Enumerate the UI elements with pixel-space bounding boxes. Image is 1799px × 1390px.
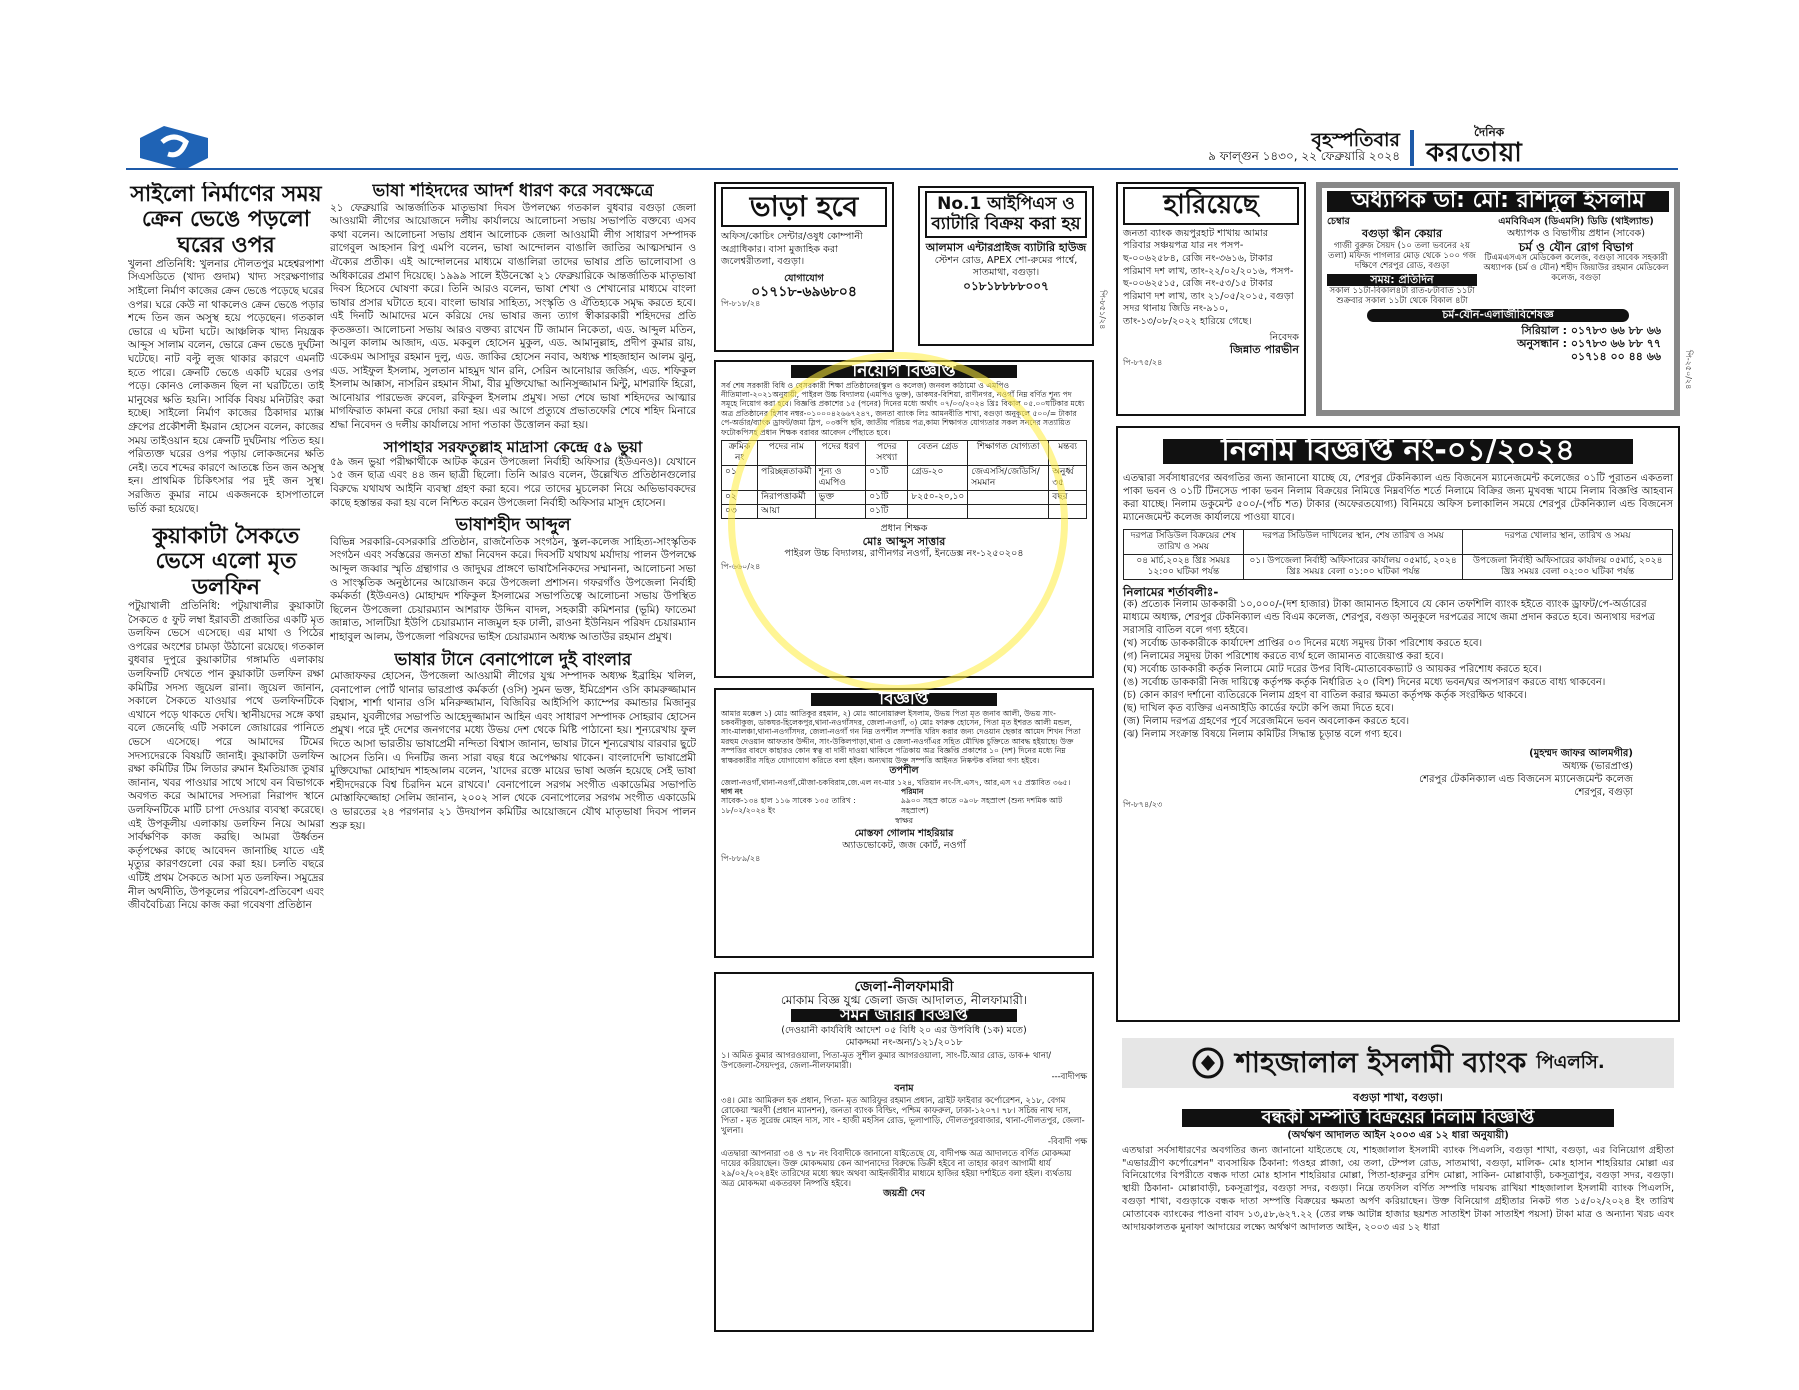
ad-summons (714, 972, 1094, 1332)
ad-ref: পি-২৫০/২৪ (1684, 350, 1693, 390)
time-label: সময়: প্রতিদিন (1327, 274, 1477, 287)
col-header: মন্তব্য (1049, 441, 1087, 466)
story-body: খুলনা প্রতিনিধি: খুলনার দৌলতপুর মহেশ্বরপাশা সিএসডিতে (খাদ্য গুদাম) খাদ্য সংরক্ষণাগার সাইলো নির্মাণ কাজের ক্রেন ভেঙে পড়েছে ঘরের ওপর। ঘরে কেউ না থাকলেও ক্রেন ভেঙে পড়ার শব্দে তিন জন অসুস্থ হয়ে পড়েছেন। গতকাল ভোরে এ ঘটনা ঘটে। আঞ্চলিক খাদ্য নিয়ন্ত্রক আব্দুস সালাম বলেন, ভোরে ক্রেন ভেঙে দুর্ঘটনা ঘটেছে। নাট বল্টু লুজ থাকার কারণে এমনটি হতে পারে। ক্রেনটি ভেঙে একটি ঘরের ওপর পড়ে। কোনও লোকজন ছিল না ঘরটিতে। তাই মানুষের ক্ষতি হয়নি। সার্বিক বিষয় মনিটরিং করা হচ্ছে। সাইলো নির্মাণ কাজের ঠিকাদার ম্যাক্স গ্রুপের প্রকৌশলী ইমরান হোসেন বলেন, কাজের সময় তাইওয়ান হয়ে ক্রেনটি দুর্ঘটনায় পতিত হয়। পরিত্যক্ত ঘরের ওপর পড়ায় লোকজনের ক্ষতি নেই। তবে শব্দের কারণে আতঙ্কে তিন জন অসুস্থ হন। প্রাথমিক চিকিৎসার পর দুই জন সুস্থ। সরজিত কুমার নামে একজনকে হাসপাতালে ভর্তি করা হয়েছে। (128, 257, 324, 515)
ad-notice (714, 688, 1094, 958)
table-cell: ০১টি (866, 505, 908, 519)
ad-body: আমার মক্কেল ১) মোঃ আতিকুর রহমান, ২) মোঃ আনোয়ারুল ইসলাম, উভয় পিতা মৃত জনাব আলী, উভয় সাং-চকবনীকুজ, ডাকঘর-হিলেকপুর,থানা-নওগাঁসদর, জেলা-নওগাঁ, ৩) মোঃ ফারুক হোসেন, পিতা মৃত ইশরত আলী মন্ডল, সাং-মালঞ্চা,থানা-নওগাঁসদর, জেলা-নওগাঁ গন নিম্ন তপশীল সম্পত্তি খরিদ করার জন্য দেওয়ান ছেকার আমেদ শিখন পিতা মরহুম দেওয়ান আফতাব উদ্দীন, সাং-উকিলপাড়া,থানা ও জেলা-নওগাঁএর সহিত মৌখিক চুক্তিতে আবদ্ধ হইয়াছে। উক্ত সম্পত্তির বাবদে কাহারও কোন স্বত্ব বা দাবী দাওয়া থাকিলে পত্রিকায় অত্র বিজ্ঞপ্তি প্রকাশের ১০ (দশ) দিনের মধ্যে নিম্ন স্বাক্ষরকারীর সহিত যোগাযোগ করিতে বলা হইল। অন্যথায় উক্ত সম্পত্তি আইনত নিষ্কণ্টক বলিয়া গণ্য হইবে। (721, 708, 1081, 765)
defendant-label: -বিবাদী পক্ষ (1047, 1136, 1087, 1147)
phone: ০১৮১৮৮৮৮০০৭ (963, 278, 1049, 293)
signer: মোঃ আব্দুস সাত্তার (862, 534, 946, 548)
time: সকাল ১১টা-বিকাল৪টা রাত-৮টাবাত ১১টা শুক্রবার সকাল ১১টা থেকে বিকাল ৪টা (1329, 286, 1475, 307)
signer-place: শেরপুর, বগুড়া (1574, 787, 1633, 799)
term-item: (ঘ) সর্বোচ্চ ডাককারী কর্তৃক নিলামে মোট দরের উপর বিধি-মোতাবেকভ্যাট ও আয়কর পরিশোধ করতে হবে। (1123, 664, 1542, 676)
table-row (1124, 554, 1673, 579)
plaintiff: ১। অমিত কুমার আগরওয়ালা, পিতা-মৃত সুশীল কুমার আগরওয়ালা, সাং-টি.আর রোড, ডাক+ থানা/ উপজেলা-সৈয়দপুর, জেলা-নীলফামারী। (721, 1049, 1052, 1070)
chamber-label: চেম্বার (1327, 215, 1350, 227)
credentials-block (1483, 216, 1669, 307)
table-cell: জেএসসি/জেডিসি/ সমমান (968, 466, 1049, 491)
table-header-row (722, 441, 1087, 466)
table-cell: ০১টি (866, 491, 908, 505)
district: জেলা-নীলফামারী (854, 979, 954, 995)
terms-list (1123, 598, 1673, 741)
chamber-name: বগুড়া স্কীন কেয়ার (1361, 227, 1443, 241)
vacancy-table (721, 440, 1087, 519)
ad-ips (918, 186, 1094, 346)
masthead: করতোয়া (1426, 138, 1523, 168)
inquiry-label: অনুসন্ধান (1517, 336, 1559, 350)
col-header: পদের সংখ্যা (866, 441, 908, 466)
ad-body: এতদ্বারা আপনারা ৩৪ ও ৭৮ নং বিবাদীকে জানানো যাইতেছে যে, বাদীপক্ষ অত্র আদালতে বর্ণিত মোকদ্দমা দায়ের করিয়াছেন। উক্ত মোকদ্দমায় কেন আপনাদের বিরুদ্ধে ডিক্রী হইবে না তাহার কারণ আগামী ধার্য ২৯/০২/২০২৪ইং তারিখের মধ্যে স্বয়ং অথবা আইনজীবীর মাধ্যমে হাজির হইয়া দর্শাইতে বলা হইল। ব্যর্থতায় অত্র মোকদ্দমা একতরফা নিষ্পত্তি হইবে। (721, 1147, 1072, 1188)
table-cell: পরিচ্ছন্নতাকর্মী (758, 466, 816, 491)
ad-bank (1116, 1034, 1680, 1332)
ad-body: জনতা ব্যাংক জয়পুরহাট শাখায় আমার পরিবার সঞ্চয়পত্র যার নং পসপ-ছ-০০৬২৫৮৪, রেজি নং-৩৬১৬, টাকার পরিমাণ দশ লাখ, তাং-২২/০২/২০১৬, পসপ-ছ-০০৬২৫১৫, রেজি নং-৫৩/১৫ টাকার পরিমাণ দশ লাখ, তাং ২১/০৫/২০১৫, বগুড়া সদর থানায় জিডি নং-৯১০, তাং-১৩/০৮/২০২২ হারিয়ে গেছে। (1123, 227, 1294, 328)
news-column-2 (330, 182, 696, 1332)
ad-lost (1116, 182, 1306, 416)
story-body: মোজাফফর হোসেন, উপজেলা আওয়ামী লীগের যুগ্ম সম্পাদক অধ্যক্ষ ইব্রাহিম খলিল, বেনাপোল পোর্ট থানার ভারপ্রাপ্ত কর্মকর্তা (ওসি) সুমন ভক্ত, ইমিগ্রেশন ওসি কামরুজ্জামান বিশ্বাস, শার্শা থানার ওসি মনিরুজ্জামান, বিজিবির আইসিপি ক্যাম্পের কমান্ডার মিজানুর রহমান, যুবলীগের সভাপতি আহেদুজ্জামান আহিন এবং সাধারণ সম্পাদক সোহরাব হোসেন প্রমুখ। পরে দুই দেশের জনগণের মধ্যে উভয় দেশ থেকে মিষ্টি পাঠানো হয়। শূন্যরেখায় ফুল দিতে আসা ভারতীয় ভাষাপ্রেমী নন্দিতা বিশ্বাস জানান, ভাষার টানে শূন্যরেখায় বারবার ছুটে আসেন তিনি। এ দিনটির জন্য সারা বছর ধরে অপেক্ষায় থাকেন। বাংলাদেশি ভাষাপ্রেমী মুক্তিযোদ্ধা মোহাম্মদ শাহআলম বলেন, 'যাদের রক্তে মায়ের ভাষা অর্জন হয়েছে সেই ভাষা শহীদদেরকে বিশ্ব চিরদিন মনে রাখবে।' বেনাপোলে সরগম সংগীত একাডেমির সভাপতি মোস্তাফিজ্জোহা সেলিম জানান, ২০০২ সাল থেকে বেনাপোলের সরগম সংগীত একাডেমি ও ভারতের ২৪ পরগনার ২১ উদযাপন কমিটির আয়োজনে যৌথ মাতৃভাষা দিবস পালন শুরু হয়। (330, 670, 696, 832)
specialist: চর্ম-যৌন-এলার্জীবিশেষজ্ঞ (1367, 309, 1629, 322)
plots: সাবেক-১৩৪ হাল ১১৬ সাবেক ১৩৫ তারিখ : ১৮/০২/২০২৪ ইং (721, 796, 856, 815)
serial-label: সিরিয়াল (1521, 323, 1559, 337)
story-body: বিভিন্ন সরকারি-বেসরকারি প্রতিষ্ঠান, রাজনৈতিক সংগঠন, স্কুল-কলেজ সাহিত্য-সাংস্কৃতিক সংগঠন এবং সর্বস্তরের জনতা শ্রদ্ধা নিবেদন করে। দিবসটি যথাযথ মর্যাদায় পালন উপলক্ষে আব্দুল জব্বার স্মৃতি গ্রন্থাগার ও জাদুঘর প্রাঙ্গণে ভাষাসৈনিকদের সম্মাননা, আলোচনা সভা ও সাংস্কৃতিক অনুষ্ঠানের আয়োজন করে উপজেলা প্রশাসন। গফরগাঁও উপজেলা নির্বাহী কর্মকর্তা (ইউএনও) মোহাম্মদ শফিকুল ইসলামের সভাপতিত্বে আলোচনা সভায় উপস্থিত ছিলেন উপজেলা চেয়ারম্যান আশরাফ উদ্দিন বাদল, সহকারী কমিশনার (ভূমি) ফাতেমা জান্নাত, সালটিয়া ইউপি চেয়ারম্যান নাজমুল হক ঢালী, রাওনা ইউনিয়ন পরিষদ চেয়ারম্যান শাহাবুল আলম, উপজেলা পরিষদের ভাইস চেয়ারম্যান অধ্যক্ষ আতাউর রহমান প্রমুখ। (330, 535, 696, 643)
bank-name: শাহজালাল ইসলামী ব্যাংক (1235, 1045, 1527, 1079)
issue-date: ৯ ফাল্গুন ১৪৩০, ২২ ফেব্রুয়ারি ২০২৪ (1208, 149, 1400, 163)
serial-phone: ০১৭৮৩ ৬৬ ৮৮ ৬৬ (1570, 323, 1661, 337)
table-cell: অনুর্ধ্ব ৩৫ (1049, 466, 1087, 491)
table-row (722, 505, 1087, 519)
ad-ref: পি-৮৭৪/২৩ (1123, 800, 1163, 810)
table-cell: ৮২৫০-২০,১০ (908, 491, 968, 505)
phone-3: ০১৭১৪ ০০ ৪৪ ৬৬ (1570, 349, 1661, 363)
table-cell: ০৪ মার্চ,২০২৪ খ্রিঃ সময়ঃ ১২:০০ ঘটিকা পর্যন্ত (1124, 554, 1244, 579)
issue-day: বৃহস্পতিবার (1311, 129, 1400, 151)
story-headline: সাপাহার সরফতুল্লাহ মাদ্রাসা কেন্দ্রে ৫৯ ভুয়া (383, 437, 643, 456)
signer: (মুহম্মদ জাফর আলমগীর) (1529, 748, 1633, 760)
sign-title: প্রধান শিক্ষক (880, 523, 928, 535)
ad-title: নিলাম বিজ্ঞপ্তি নং-০১/২০২৪ (1163, 439, 1633, 464)
term-item: (গ) নিলামের সমুদয় টাকা পরিশোধ করতে ব্যর্থ হলে জামানত বাজেয়াপ্ত করা হবে। (1123, 651, 1444, 663)
table-cell: উপজেলা নির্বাহী অফিসারের কার্যালয় ০৫মার্চ, ২০২৪ খ্রিঃ সময়ঃ বেলা ০২:০০ ঘটিকা পর্যন্ত (1463, 554, 1673, 579)
col-header: শিক্ষাগত যোগ্যতা (968, 441, 1049, 466)
table-row (722, 466, 1087, 491)
signer-label: নিবেদক (1269, 331, 1299, 343)
story-headline: সাইলো নির্মাণের সময় ক্রেন ভেঙে পড়লো ঘরের ওপর (130, 182, 322, 258)
schedule: জেলা-নওগাঁ,থানা-নওগাঁ,মৌজা-চকবিরাম,জে.এল নং-মার ১২৪, খতিয়ান নং-সি.এস৭, আর,এস ৭৫ প্রস্তাবিত ৩৬৫। (721, 777, 1071, 787)
signer-address: অ্যাডভোকেট, জজ কোর্ট, নওগাঁ (842, 840, 966, 852)
news-column-1 (128, 182, 324, 1332)
table-cell: ০২ (722, 491, 758, 505)
court: মোকাম বিজ্ঞ যুগ্ম জেলা জজ আদালত, নীলফামারী। (780, 992, 1028, 1007)
story-body: ৫৯ জন ভুয়া পরীক্ষার্থীকে আটক করেন উপজেলা নির্বাহী অফিসার (ইউএনও)। যেখানে ১৫ জন ছাত্র এবং ৪৪ জন ছাত্রী ছিলো। তিনি আরও বলেন, উল্লেখিত প্রতিষ্ঠানগুলোর বিরুদ্ধে যথাযথ আইনি ব্যবস্থা গ্রহণ করা হবে। পরে তাদের মুচলেকা নিয়ে অভিভাবকদের কাছে হস্তান্তর করা হয় বলে নিশ্চিত করেন উপজেলা নির্বাহী অফিসার মাসুদ হোসেন। (330, 455, 696, 509)
table-cell: আয়া (758, 505, 816, 519)
branch: বগুড়া শাখা, বগুড়া। (1353, 1091, 1443, 1104)
shop-address: স্টেশন রোড, APEX শো-রুমের পার্শ্বে, সাতমাথা, বগুড়া। (934, 254, 1078, 279)
table-cell (968, 505, 1049, 519)
ad-body: এতদ্বারা সর্বসাধারণের অবগতির জন্য জানানো যাচ্ছে যে, শেরপুর টেকনিক্যাল এন্ড বিজনেস ম্যানেজমেন্ট কলেজের ০১টি পুরাতন একতলা পাকা ভবন ও ০১টি টিনসেড পাকা ভবন নিলাম বিক্রয়ের নিমিত্তে নিম্নবর্ণিত শর্তে নিলামে বিক্রির জন্য মুখবন্ধ খামে নিলাম বিজ্ঞপ্তি আহবান করা যাচ্ছে। নিলাম ডকুমেন্ট ৫০০/-(পাঁচ শত) টাকার (অফেরতযোগ্য) বিনিময়ে অফিস চলাকালিন সময়ে শেরপুর টেকনিক্যাল এন্ড বিজনেস ম্যানেজমেন্ট কলেজ কার্যালয়ে পাওয়া যাবে। (1123, 472, 1673, 523)
signer-title: অধ্যক্ষ (ভারপ্রাপ্ত) (1562, 761, 1633, 773)
ad-ref: পি-৮৭৫/২৪ (1123, 357, 1163, 367)
col-header: বেতন গ্রেড (908, 441, 968, 466)
signer: মোস্তফা গোলাম শাহরিয়ার (854, 827, 954, 839)
ad-rent (714, 182, 894, 352)
table-cell (908, 505, 968, 519)
area-label: পরিমান (901, 787, 924, 797)
story-body: পটুয়াখালী প্রতিনিধি: পটুয়াখালীর কুয়াকাটা সৈকতে ৫ ফুট লম্বা ইরাবতী প্রজাতির একটি মৃত ডলফিন ভেসে এসেছে। এর মাথা ও পিঠের ওপরের অংশের চামড়া উঠানো রয়েছে। গতকাল বুধবার দুপুরে কুয়াকাটার গঙ্গামতি এলাকায় ডলফিনটি দেখতে পান কুয়াকাটা ডলফিন রক্ষা কমিটির সদস্য জুয়েল রানা। জুয়েল জানান, সকালে সৈকতে যাওয়ার পথে ডলফিনটিকে এখানে পড়ে থাকতে দেখি। স্থানীয়দের সঙ্গে কথা বলে জেনেছি এটি সকালে জোয়ারের পানিতে ভেসে এসেছে। পরে আমাদের টিমের সদস্যদেরকে বিষয়টি জানাই। কুয়াকাটা ডলফিন রক্ষা কমিটির টিম লিডার রুমান ইমতিয়াজ তুষার জানান, খবর পাওয়ার সাথে সাথে বন বিভাগকে অবগত করে আমাদের সদস্যরা নিরাপদ স্থানে ডলফিনটিকে মাটি চাপা দেওয়ার ব্যবস্থা করেছে। এই উপকূলীয় এলাকায় ডলফিন নিয়ে আমরা সার্বক্ষণিক কাজ করছি। আমরা উর্ধ্বতন কর্তৃপক্ষের কাছে আবেদন জানাচ্ছি যাতে এই মৃত্যুর কারণগুলো বের করা হয়। চলতি বছরে এটিই প্রথম সৈকতে আসা মৃত ডলফিন। সমুদ্রের নীল অর্থনীতি, উপকূলের পরিবেশ-প্রতিবেশ এবং জীববৈচিত্র্য নিয়ে কাজ করা গবেষণা প্রতিষ্ঠান (128, 600, 324, 912)
term-item: (খ) সর্বোচ্চ ডাককারীকে কার্যাদেশ প্রাপ্তির ০৩ দিনের মধ্যে সমুদয় টাকা পরিশোধ করতে হবে। (1123, 638, 1483, 650)
term-item: (ঝ) নিলাম সংক্রান্ত বিষয়ে নিলাম কমিটির সিদ্ধান্ত চূড়ান্ত বলে গণ্য হবে। (1123, 729, 1402, 741)
department: চর্ম ও যৌন রোগ বিভাগ (1518, 239, 1634, 254)
term-item: (ছ) দাখিল কৃত ব্যক্তির এনআইডি কার্ডের ফটো কপি জমা দিতে হবে। (1123, 703, 1394, 715)
table-cell (1049, 505, 1087, 519)
contact-label: যোগাযোগ (784, 272, 824, 284)
term-item: (ক) প্রত্যেক নিলাম ডাককারী ১০,০০০/-(দশ হাজার) টাকা জামানত হিসাবে যে কোন তফশিলি ব্যাংক হইতে ব্যাংক ড্রাফট/পে-অর্ডারের মাধ্যমে অধ্যক্ষ, শেরপুর টেকনিক্যাল এন্ড বিএম কলেজ, শেরপুর, বগুড়া অনুকূলে দরপত্রের সাথে জমা প্রদান করতে হবে। অন্যথায় দরপত্র সরাসরি বাতিল বলে গণ্য হইবে। (1123, 599, 1656, 637)
doctor-name: অধ্যাপক ডা: মো: রশিদুল ইসলাম (1327, 191, 1669, 212)
ad-body: অফিস/কোচিং সেন্টার/ওষুধ কোম্পানী অগ্রাধিকার। বাসা মুজাহিক করা জলেশ্বরীতলা, বগুড়া। (721, 231, 863, 268)
table-cell (815, 505, 866, 519)
ad-title: সমন জারীর বিজ্ঞপ্তি (791, 1009, 1017, 1022)
story-headline: ভাষার টানে বেনাপোলে দুই বাংলার (394, 649, 632, 670)
signer: জিন্নাত পারভীন (1229, 343, 1299, 357)
table-cell: শূন্য ও এমপিও (815, 466, 866, 491)
phone: ০১৭১৮-৬৯৬৮০৪ (751, 283, 857, 300)
table-cell (968, 491, 1049, 505)
ad-job (714, 360, 1094, 678)
col-header: ক্রমিক নং (722, 441, 758, 466)
position: অধ্যাপক ও বিভাগীয় প্রধান (সাবেক) (1507, 228, 1645, 240)
term-item: (জ) নিলাম দরপত্র গ্রহণের পূর্বে সরেজমিনে ভবন অবলোকন করতে হবে। (1123, 716, 1410, 728)
table-cell: ভুক্ত (815, 491, 866, 505)
col-header: পদের ধরণ (815, 441, 866, 466)
table-cell: ০১টি (866, 466, 908, 491)
masthead-small: দৈনিক (1474, 125, 1505, 139)
col-header: দরপত্র খোলার স্থান, তারিখ ও সময় (1463, 529, 1673, 554)
school: পাইরল উচ্চ বিদ্যালয়, রাণীনগর নওগাঁ, ইনডেক্স নং-১২৫০২০৪ (784, 548, 1024, 560)
defendants: ৩৪। মোঃ আমিরুল হক প্রধান, পিতা- মৃত আরিফুর রহমান প্রধান, ব্রাইট ফাইবার কর্পোরেশন, ২১৮, বেগম রোকেয়া স্মরণী (প্রধান ম্যানশন), জনতা ব্যাংক বিল্ডিং, পশ্চিম কাফরুল, ঢাকা-১২০৭। ৭৮। সচিন্দ্র নাথ দাস, পিতা - মৃত সুরেন্দ্র মোহন দাস, সাং - হাজী মহসিন রোড, ভূলাপাড়ি, দৌলতপুরবাজার, থানা-দৌলতপুর, জেলা-খুলনা। (721, 1095, 1085, 1136)
ad-title: বিজ্ঞপ্তি (811, 693, 997, 706)
case-no: মোকদ্দমা নং-অন্য/১২১/২০১৮ (845, 1037, 963, 1049)
bank-suffix: পিএলসি. (1536, 1051, 1605, 1073)
table-cell: ০৩ (722, 505, 758, 519)
plot-label: দাগ নং (721, 787, 743, 797)
plaintiff-label: ---বাদীপক্ষ (1051, 1070, 1087, 1081)
table-cell: গ্রেড-২০ (908, 466, 968, 491)
subtitle: (দেওয়ানী কার্যবিধি আদেশ ০৫ বিধি ২০ এর উপবিধি (১ক) মতে) (781, 1024, 1027, 1036)
chamber-address: গাজী বুরুজ সৈয়দ (১০ তলা ভবনের ২য় তলা) মফিজ পাগলার মোড় থেকে ১০০ গজ দক্ষিণে শেরপুর রোড, বগুড়া (1328, 240, 1476, 271)
law: (অর্থঋণ আদালত আইন ২০০৩ এর ১২ ধারা অনুযায়ী) (1287, 1130, 1509, 1142)
table-cell: বছর (1049, 491, 1087, 505)
col-header: দরপত্র সিডিউল বিক্রয়ের শেষ তারিখ ও সময় (1124, 529, 1244, 554)
shop-name: আলমাস এন্টারপ্রাইজ ব্যাটারি হাউজ (925, 241, 1087, 255)
degrees: এমবিবিএস (ডিএমসি) ডিডি (থাইল্যান্ড) (1498, 215, 1654, 227)
ad-auction (1116, 426, 1680, 1022)
term-item: (চ) কোন কারণ দর্শানো ব্যতিরেকে নিলাম গ্রহণ বা বাতিল করার ক্ষমতা কর্তৃপক্ষ কর্তৃক সংরক্ষিত থাকবে। (1123, 690, 1527, 702)
table-cell: নিরাপত্তাকর্মী (758, 491, 816, 505)
ad-title: হারিয়েছে (1123, 187, 1299, 225)
table-cell: ০১ (722, 466, 758, 491)
schedule-table (1123, 529, 1673, 580)
table-header-row (1124, 529, 1673, 554)
col-header: পদের নাম (758, 441, 816, 466)
signer-org: শেরপুর টেকনিক্যাল এন্ড বিজনেস ম্যানেজমেন্ট কলেজ (1419, 774, 1633, 786)
terms-title: নিলামের শর্তাবলীঃ- (1123, 584, 1219, 599)
ad-ref: পি-৮৮৯/২৪ (721, 854, 761, 864)
header-divider (1410, 130, 1414, 166)
table-cell: ০১। উপজেলা নির্বাহী অফিসারের কার্যালয় ০৫মার্চ, ২০২৪ খ্রিঃ সময়ঃ বেলা ০১:০০ ঘটিকা পর্যন্ত (1243, 554, 1463, 579)
signer-role: স্বাক্ষর (894, 816, 914, 826)
term-item: (ঙ) সর্বোচ্চ ডাককারী নিজ দায়িত্বে কর্তৃপক্ষ কর্তৃক নির্ধারিত ২০ (বিশ) দিনের মধ্যে ভবন/ঘর অপসারণ করতে বাধ্য থাকবেন। (1123, 677, 1606, 689)
schedule-label: তপশীল (889, 765, 919, 777)
college: টিএমএসএস মেডিকেল কলেজ, বগুড়া সাবেক সহকারী অধ্যাপক (চর্ম ও যৌন) শহীদ জিয়াউর রহমান মেডিকেল কলেজ, বগুড়া (1483, 253, 1669, 284)
ad-title: No.1 আইপিএস ও ব্যাটারি বিক্রয় করা হয় (925, 191, 1087, 238)
inquiry-phone: ০১৭৮৩ ৬৬ ৮৮ ৭৭ (1570, 336, 1661, 350)
col-header: দরপত্র সিডিউল দাখিলের স্থান, শেষ তারিখ ও সময় (1243, 529, 1463, 554)
ad-ref: পি-৮১৮/২৪ (721, 299, 761, 309)
bank-banner (1122, 1038, 1674, 1088)
footer: জয়শ্রী দেব (883, 1187, 925, 1199)
story-headline: কুয়াকাটা সৈকতে ভেসে এলো মৃত ডলফিন (152, 524, 300, 600)
ad-ref: পি-৬৬০/২৪ (721, 561, 761, 571)
area: ৯৯০০ সহস্র কাতে ০৯০৮ সহস্রাংশ (শুন্য দশমিক আট সহস্রাংশ) (901, 796, 1063, 815)
chamber-block (1327, 216, 1477, 307)
paper-logo-icon (134, 124, 214, 172)
ad-body: এতদ্বারা সর্বসাধারণের অবগতির জন্য জানানো যাইতেছে যে, শাহজালাল ইসলামী ব্যাংক পিএলসি, বগুড়া শাখা, বগুড়া, এর বিনিয়োগ গ্রহীতা "এভারগ্রীণ কর্পোরেশন" ব্যবসায়িক ঠিকানা: গওহর প্লাজা, ৩য় তলা, টেম্পল রোড, সাতমাথা, বগুড়া, মালিক- মোঃ হাসান শাহরিয়ার মোল্লা এর বিনিয়োগের বিপরীতে বন্ধক দাতা মোঃ হাসান শাহরিয়ার মোল্লা, পিতা-হারুনুর রশিদ মোল্লা, সাকিন- মোল্লাবাড়ী, চকসূত্রাপুর, বগুড়া সদর, বগুড়া। স্থায়ী ঠিকানা- মোল্লাবাড়ী, চকসূত্রাপুর, বগুড়া সদর, বগুড়া। নিম্নে তফসিল বর্ণিত সম্পত্তি দায়বদ্ধ রাখিয়া শাহজালাল ইসলামী ব্যাংক পিএলসি, বগুড়া শাখা, বগুড়াকে বন্ধক দাতা সম্পত্তি বিক্রয়ের ক্ষমতা অর্পণ করিয়াছেন। উক্ত বিনিয়োগ গ্রহীতার নিকট গত ১৫/০২/২০২৪ ইং তারিখ মোতাবেক ব্যাংকের পাওনা বাবদ ১৩,৫৮,৬২৭.২২ (তের লক্ষ আটান্ন হাজার ছয়শত সাতাইশ টাকা সাতাইশ পয়সা) টাকা মাত্র ও অন্যান্য খরচ এবং আদায়কালতক মুনাফা আদায়ের লক্ষ্যে অর্থঋণ আদালত আইন, ২০০৩ এর ১২ ধারা (1122, 1144, 1674, 1233)
story-headline: ভাষাশহীদ আব্দুল (455, 515, 571, 536)
story-headline: ভাষা শহিদদের আদর্শ ধারণ করে সবক্ষেত্রে (372, 182, 654, 201)
ad-doctor: অধ্যাপক ডা: মো: রশিদুল ইসলাম চেম্বার বগুড়া স্কীন কেয়ার গাজী বুরুজ সৈয়দ (১০ তলা ভবনের ২য় তলা) মফিজ পাগলার মোড় থেকে ১০০ গজ দক্ষিণে শেরপুর রোড, বগুড়া সময়: প্রতিদিন সকাল ১১টা-বিকাল৪টা রাত-৮টাবাত ১১টা শুক্রবার সকাল ১১টা থেকে বিকাল ৪টা এমবিবিএস (ডিএমসি) ডিডি (থাইল্যান্ড) অধ্যাপক ও বিভাগীয় প্রধান (সাবেক) চর্ম ও যৌন রোগ বিভাগ টিএমএসএস মেডিকেল কলেজ, বগুড়া সাবেক সহকারী অধ্যাপক (চর্ম ও যৌন) শহীদ জিয়াউর রহমান মেডিকেল কলেজ, বগুড়া চর্ম-যৌন-এলার্জীবিশেষজ্ঞ সিরিয়াল : ০১৭৮৩ ৬৬ ৮৮ ৬৬ অনুসন্ধান : ০১৭৮৩ ৬৬ ৮৮ ৭৭ ০১৭১৪ ০০ ৪৪ ৬৬ (1316, 182, 1680, 416)
ad-body: সর্ব শেষ সরকারী বিধি ও বেসরকারী শিক্ষা প্রতিষ্ঠানের(স্কুল ও কলেজ) জনবল কাঠামো ও এমপিও নীতিমালা-২০২১অনুযায়ী, পাইরল উচ্চ বিদ্যালয় (এমপিও ভুক্ত), ডাকঘর-বিশিয়া, রাণীনগর, নওগাঁ নিম্ন বর্ণিত শূন্য পদ সমূহে নিয়োগ করা হবে। বিজ্ঞপ্তি প্রকাশের ১৫ (পনের) দিনের মধ্যে অর্থাৎ ০৭/০৩/২০২৪ খ্রিঃ বিকাল ০৫.০০ঘটিকার মধ্যে অত্র প্রতিষ্ঠানের হিসাব নম্বর-০১০০০৪২৬৬৭২৪৭, জনতা ব্যাংক লিঃ আমনবীতি শাখা, বগুড়া অনুকূলে ৫০০/= টাকার পে-অর্ডার/ব্যাংক ড্রাফট/জমা স্লিপ, ০৩কপি ছবি, জাতীয় পরিচয় পত্র,কাম্য শিক্ষাগত যোগ্যতার সকল সনদের সত্যায়িত ফটোকপিসহ প্রধান শিক্ষক বরাবর আবেদন পৌঁছাতে হবে। (721, 380, 1085, 437)
ad-title: বন্ধকী সম্পত্তি বিক্রয়ের নিলাম বিজ্ঞপ্তি (1182, 1109, 1614, 1128)
ad-ref: পি-৮৫১/২৪ (1098, 290, 1107, 330)
story-body: ২১ ফেব্রুয়ারি আন্তর্জাতিক মাতৃভাষা দিবস উপলক্ষ্যে গতকাল বুধবার বগুড়া জেলা আওয়ামী লীগের আয়োজনে দলীয় কার্যালয়ে আলোচনা সভায় সভাপতি বক্তব্যে এসব কথা বলেন। আলোচনা সভায় প্রধান আলোচক জেলা আওয়ামী লীগ সাধারণ সম্পাদক রাগেবুল আহসান রিপু এমপি বলেন, ভাষা আন্দোলন বাঙালি জাতির আত্মসম্মান ও ঐক্যের প্রতীক। এই আন্দোলনের মাধ্যমে বাঙালিরা তাদের ভাষার প্রতি ভালোবাসা ও অধিকারের প্রমাণ দিয়েছে। ১৯৯৯ সালে ইউনেস্কো ২১ ফেব্রুয়ারিকে আন্তর্জাতিক মাতৃভাষা দিবস হিসেবে ঘোষণা করে। তিনি আরও বলেন, ভাষা শেখা ও শেখানোর মাধ্যমে বাংলা ভাষার প্রসার ঘটাতে হবে। বাংলা ভাষার সাহিত্য, সংস্কৃতি ও ঐতিহ্যকে সমৃদ্ধ করতে হবে। এই দিনটি আমাদের মনে করিয়ে দেয় ভাষার জন্য ত্যাগ স্বীকারকারী শহিদদের প্রতি কৃতজ্ঞতা। আলোচনা সভায় আরও বক্তব্য রাখেন টি জামান নিকেতা, এড. আব্দুল মতিন, আবুল কালাম আজাদ, এড. মকবুল হোসেন মুকুল, এড. আমানুল্লাহ, প্রদীপ কুমার রায়, একেএম আসাদুর রহমান দুলু, এড. জাকির হোসেন নবাব, অধ্যক্ষ শাহজাহান আলম ঝুনু, এড. সাইফুল ইসলাম, সুলতান মাহমুদ খান রনি, সেরিন আনোয়ার জর্জিস, এড. শফিকুল ইসলাম আক্কাস, নাসরিন রহমান সীমা, বীর মুক্তিযোদ্ধা আনিসুজ্জামান মিন্টু, মাশরাফি হিরো, আনোয়ার পারভেজ রুবেল, রফিকুল ইসলাম প্রমুখ। সভা শেষে ভাষা শহিদদের আত্মার মাগফিরাত কামনা করে দোয়া করা হয়। এর আগে প্রত্যুষে প্রভাতফেরি শেষে শহিদ মিনারে শ্রদ্ধা নিবেদন ও দলীয় কার্যালয়ে সাদা পতাকা উত্তোলন করা হয়। (330, 201, 696, 432)
bank-logo-icon (1191, 1046, 1225, 1080)
ad-title: ভাড়া হবে (721, 187, 887, 227)
table-row (722, 491, 1087, 505)
ad-title: নিয়োগ বিজ্ঞপ্তি (791, 365, 1017, 378)
versus: বনাম (894, 1082, 914, 1094)
